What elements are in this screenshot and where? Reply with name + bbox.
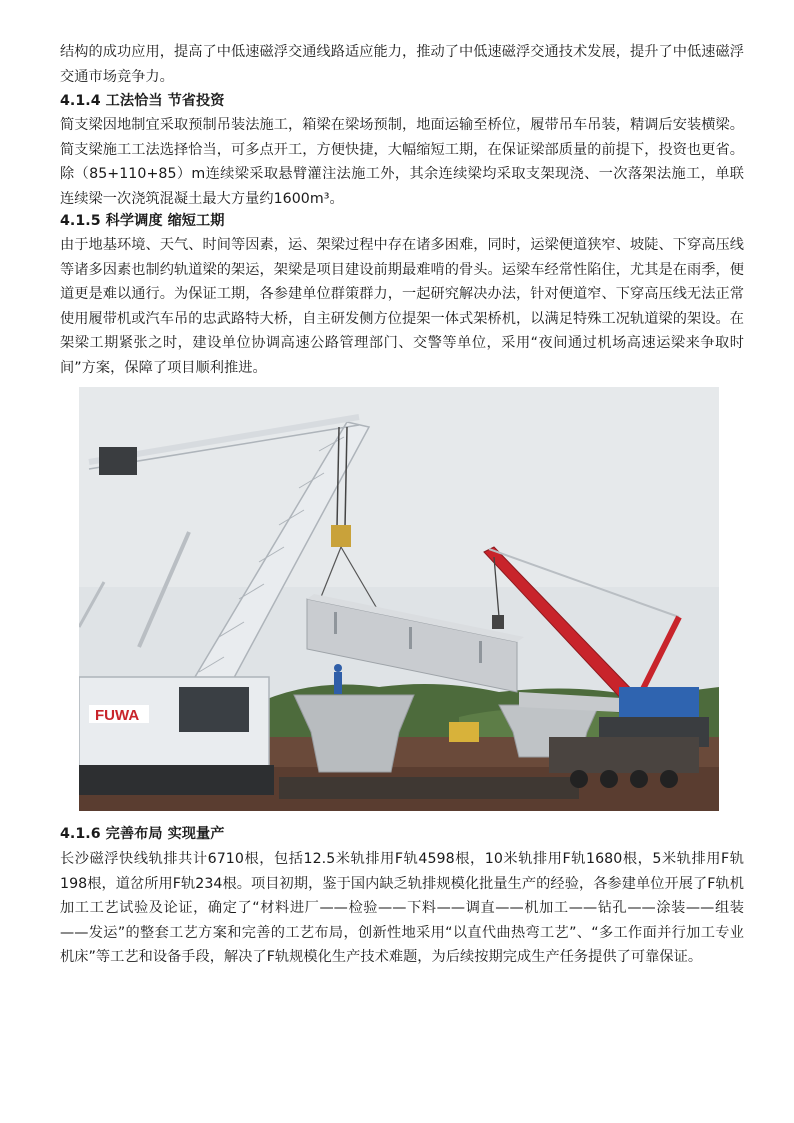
paragraph-4-1-4: 简支梁因地制宜采取预制吊装法施工，箱梁在梁场预制，地面运输至桥位，履带吊车吊装，精调后安装横梁。简支梁施工工法选择恰当，可多点开工，方便快捷，大幅缩短工期，在保证梁部质量的前提下，投资也更省。除（85+110+85）m连续梁采取悬臂灌注法施工外，其余连续梁均采取支架现浇、一次落架法施工，单联连续梁一次浇筑混凝土最大方量约1600m³。 (60, 117, 744, 207)
crane-brand-text: FUWA (95, 707, 140, 724)
section-heading-4-1-4: 4.1.4 工法恰当 节省投资 (60, 93, 225, 109)
construction-photo (79, 387, 719, 811)
paragraph-4-1-6: 长沙磁浮快线轨排共计6710根，包括12.5米轨排用F轨4598根，10米轨排用F轨1680根，5米轨排用F轨198根，道岔所用F轨234根。项目初期，鉴于国内缺乏轨排规模化批量生产的经验，各参建单位开展了F轨机加工工艺试验及论证，确定了“材料进厂——检验——下料——调直——机加工——钻孔——涂装——组装——发运”的整套工艺方案和完善的工艺布局，创新性地采用“以直代曲热弯工艺”、“多工作面并行加工专业机床”等工艺和设备手段，解决了F轨规模化生产技术难题，为后续按期完成生产任务提供了可靠保证。 (60, 851, 744, 965)
section-heading-4-1-6: 4.1.6 完善布局 实现量产 (60, 826, 225, 842)
section-heading-4-1-5: 4.1.5 科学调度 缩短工期 (60, 213, 225, 229)
paragraph-intro: 结构的成功应用，提高了中低速磁浮交通线路适应能力，推动了中低速磁浮交通技术发展，提升了中低速磁浮交通市场竞争力。 (60, 44, 744, 85)
paragraph-4-1-5: 由于地基环境、天气、时间等因素，运、架梁过程中存在诸多困难，同时，运梁便道狭窄、坡陡、下穿高压线等诸多因素也制约轨道梁的架运，架梁是项目建设前期最难啃的骨头。运梁车经常性陷住，尤其是在雨季，便道更是难以通行。为保证工期，各参建单位群策群力，一起研究解决办法，针对便道窄、下穿高压线无法正常使用履带机或汽车吊的忠武路特大桥，自主研发侧方位提架一体式架桥机，以满足特殊工况轨道梁的架设。在架梁工期紧张之时，建设单位协调高速公路管理部门、交警等单位，采用“夜间通过机场高速运梁来争取时间”方案，保障了项目顺利推进。 (60, 237, 744, 376)
